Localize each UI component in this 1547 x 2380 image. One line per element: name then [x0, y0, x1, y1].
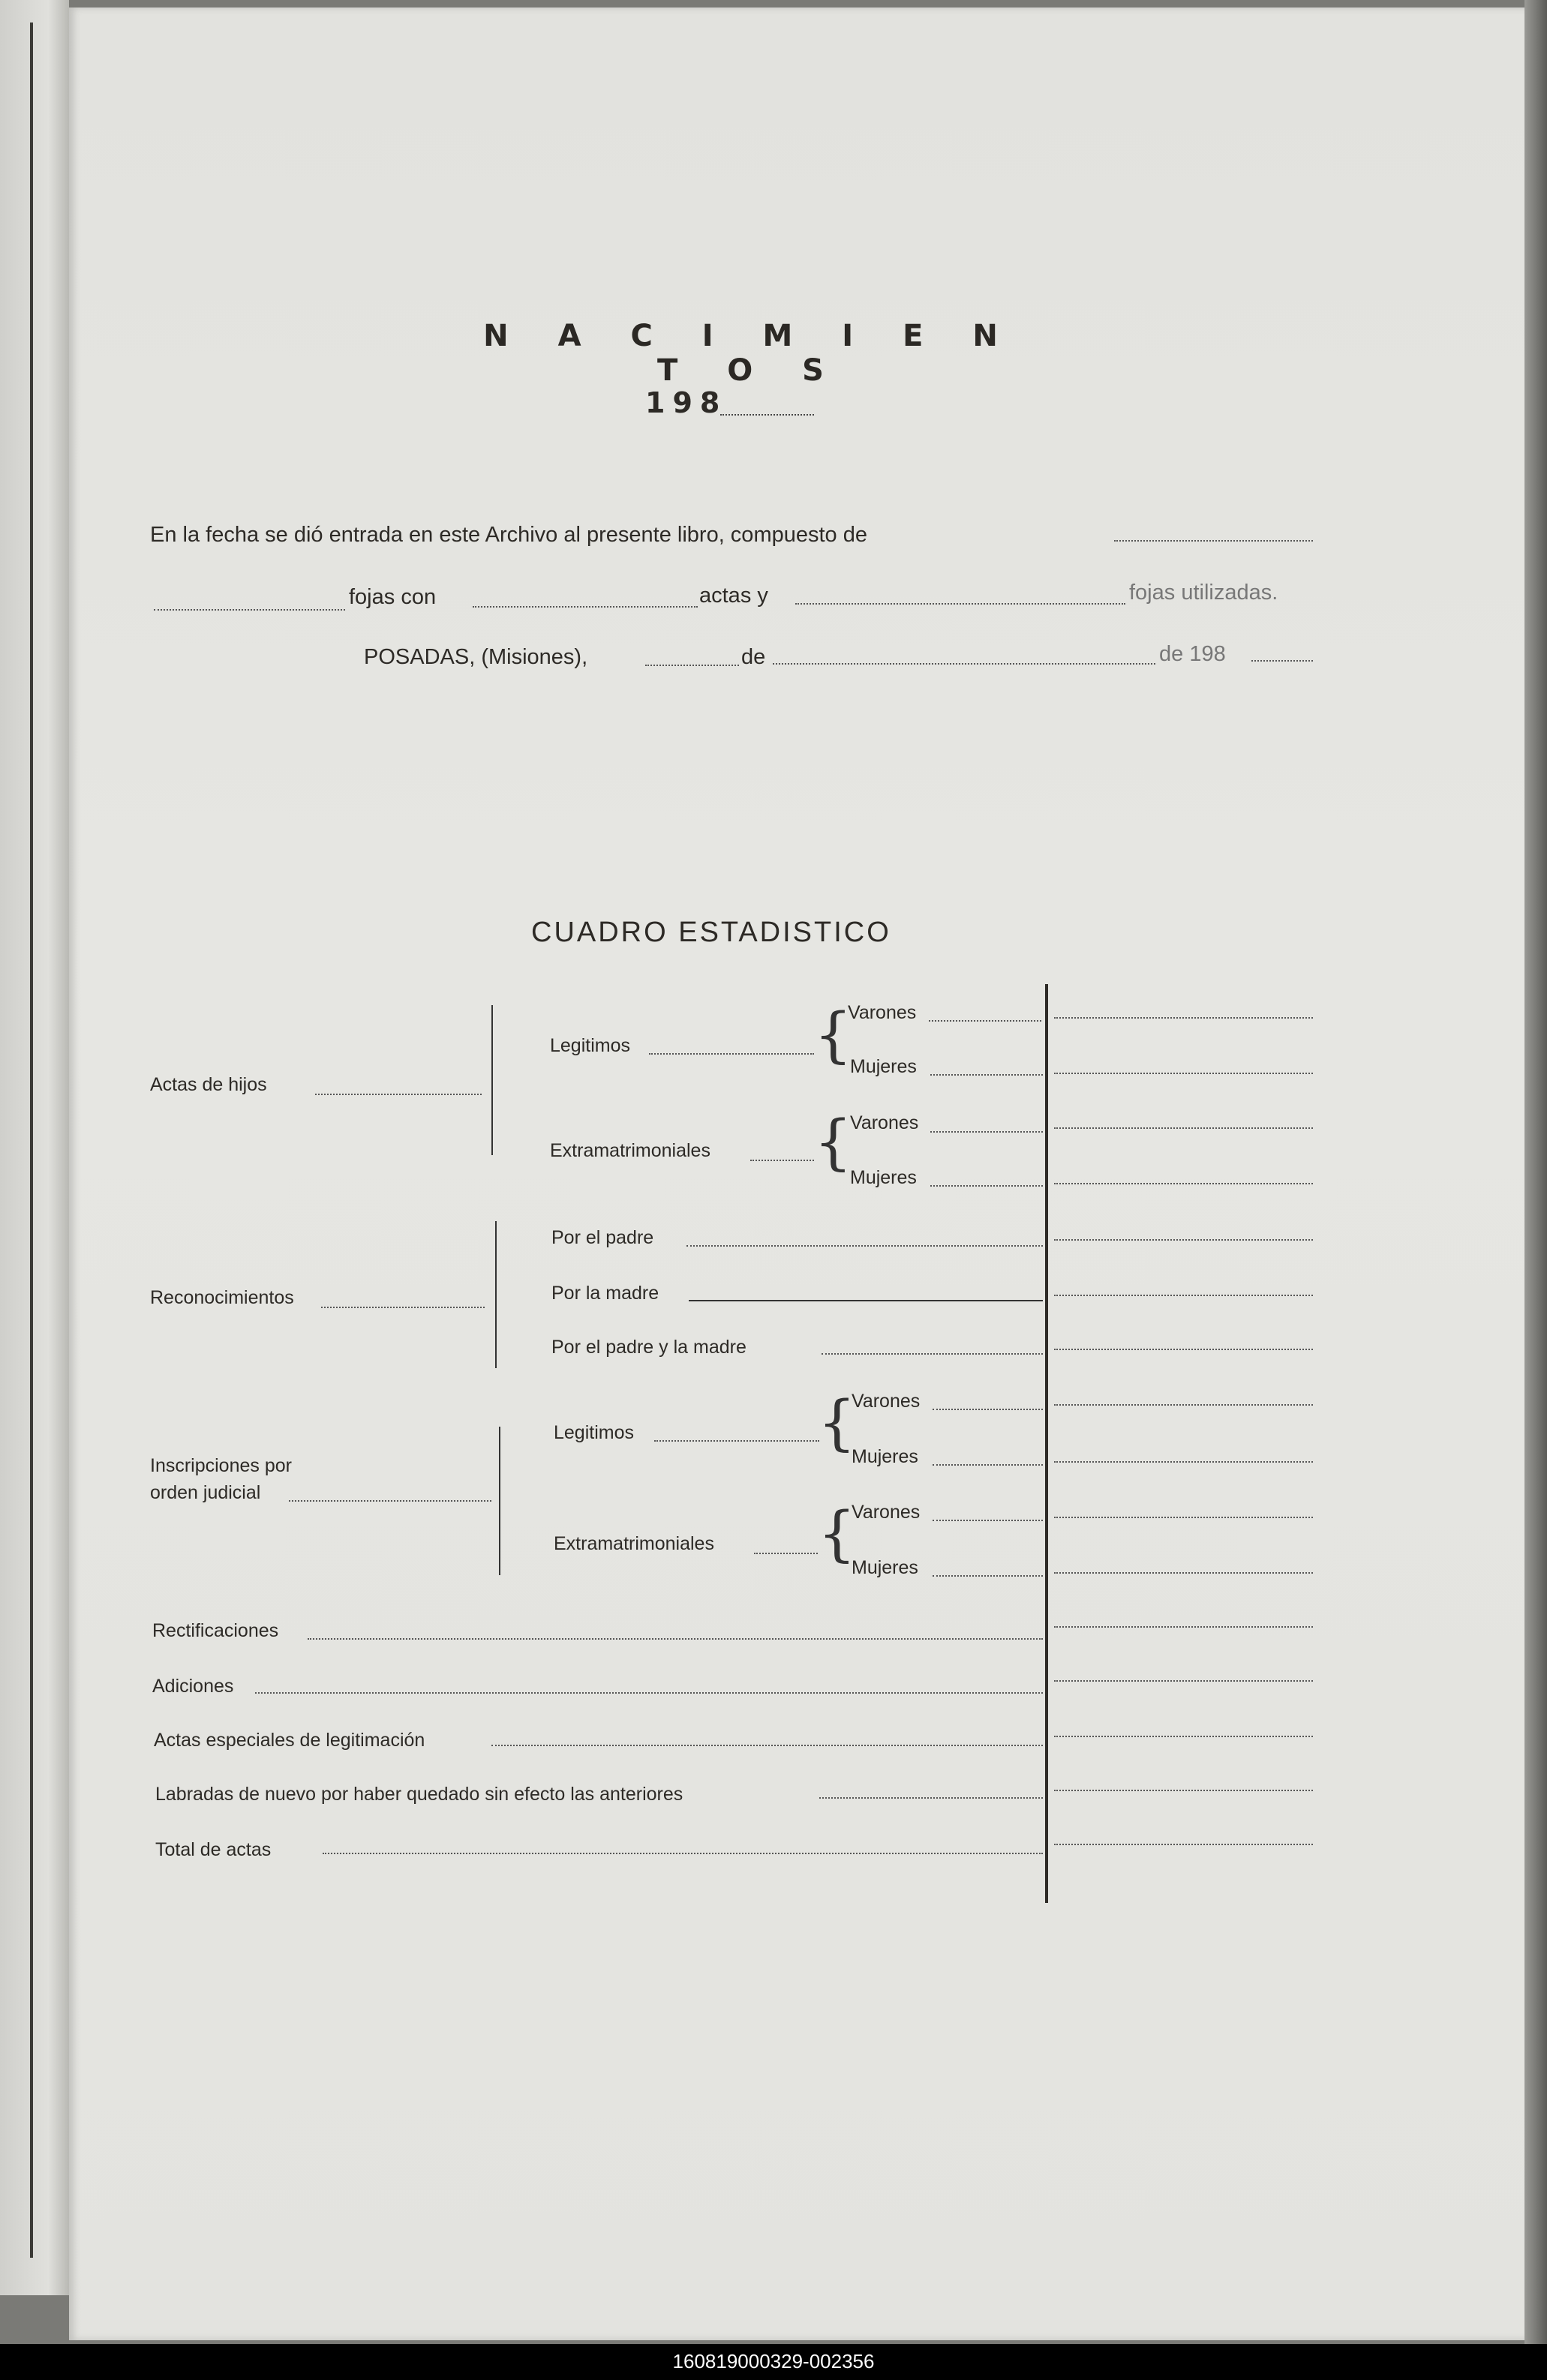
- blank-compuesto[interactable]: [1114, 540, 1313, 542]
- por-la-madre-blank[interactable]: [689, 1300, 1043, 1301]
- legitimos-brace: {: [814, 1000, 852, 1070]
- por-el-padre-y-la-madre-label: Por el padre y la madre: [551, 1337, 746, 1358]
- actas-hijos-label: Actas de hijos: [150, 1074, 267, 1095]
- right-blank-4[interactable]: [1054, 1183, 1313, 1184]
- blank-dia[interactable]: [645, 665, 739, 666]
- right-blank-12[interactable]: [1054, 1626, 1313, 1628]
- legitimos-label: Legitimos: [554, 1422, 634, 1443]
- inscripciones-label-2: orden judicial: [150, 1482, 261, 1503]
- blank-anio[interactable]: [1251, 660, 1313, 662]
- varones-label: Varones: [848, 1002, 917, 1023]
- varones-label: Varones: [852, 1391, 921, 1412]
- inscripciones-dots: [289, 1500, 491, 1502]
- mujeres-blank-1[interactable]: [930, 1074, 1043, 1076]
- right-blank-13[interactable]: [1054, 1680, 1313, 1682]
- de-label: de: [741, 645, 766, 669]
- reconocimientos-label: Reconocimientos: [150, 1287, 294, 1308]
- right-blank-11[interactable]: [1054, 1572, 1313, 1574]
- year-blank[interactable]: [720, 414, 814, 416]
- right-blank-6[interactable]: [1054, 1295, 1313, 1296]
- right-blank-3[interactable]: [1054, 1127, 1313, 1129]
- posadas-label: POSADAS, (Misiones),: [364, 645, 588, 669]
- total-label: Total de actas: [155, 1839, 272, 1860]
- left-page-edge: [0, 0, 69, 2295]
- right-blank-15[interactable]: [1054, 1790, 1313, 1791]
- por-el-padre-y-la-madre-blank[interactable]: [822, 1353, 1043, 1355]
- fojas-con-label: fojas con: [349, 585, 437, 609]
- inscripciones-label-1: Inscripciones por: [150, 1455, 292, 1476]
- labradas-label: Labradas de nuevo por haber quedado sin efecto las anteriores: [155, 1784, 683, 1805]
- total-blank[interactable]: [323, 1853, 1043, 1854]
- blank-actas[interactable]: [473, 606, 698, 608]
- actas-hijos-brace: [491, 1005, 493, 1155]
- actas-hijos-dots: [315, 1094, 482, 1095]
- de-198-label: de 198: [1159, 642, 1226, 666]
- right-shadow: [1524, 0, 1547, 2380]
- form-title: N A C I M I E N T O S: [483, 319, 1017, 388]
- varones-blank-2[interactable]: [930, 1131, 1043, 1133]
- extramatrimoniales-dots-2: [754, 1553, 818, 1554]
- varones-label: Varones: [852, 1502, 921, 1523]
- mujeres-blank-2[interactable]: [930, 1185, 1043, 1187]
- right-blank-10[interactable]: [1054, 1517, 1313, 1518]
- varones-blank-4[interactable]: [933, 1520, 1043, 1521]
- column-divider: [1045, 984, 1048, 1903]
- mujeres-blank-3[interactable]: [933, 1464, 1043, 1466]
- adiciones-label: Adiciones: [152, 1676, 234, 1697]
- varones-blank-3[interactable]: [933, 1409, 1043, 1410]
- footer-band: [0, 2344, 1547, 2380]
- mujeres-blank-4[interactable]: [933, 1575, 1043, 1577]
- extramatrimoniales-brace-2: {: [818, 1499, 856, 1568]
- document-id: 160819000329-002356: [672, 2350, 875, 2372]
- blank-mes[interactable]: [773, 663, 1155, 665]
- right-blank-7[interactable]: [1054, 1349, 1313, 1350]
- legitimos-brace-2: {: [818, 1388, 856, 1457]
- year-prefix: 198: [645, 386, 728, 419]
- legitimos-dots-2: [654, 1440, 819, 1442]
- right-blank-14[interactable]: [1054, 1736, 1313, 1737]
- extramatrimoniales-label: Extramatrimoniales: [550, 1140, 710, 1161]
- actas-especiales-label: Actas especiales de legitimación: [154, 1730, 425, 1751]
- por-el-padre-label: Por el padre: [551, 1227, 654, 1248]
- varones-blank-1[interactable]: [929, 1020, 1041, 1022]
- rectificaciones-label: Rectificaciones: [152, 1620, 279, 1641]
- inscripciones-brace: [499, 1427, 500, 1575]
- actas-y-label: actas y: [699, 584, 768, 608]
- extramatrimoniales-brace: {: [814, 1107, 852, 1177]
- fojas-utilizadas-label: fojas utilizadas.: [1129, 581, 1278, 605]
- intro-line-1: En la fecha se dió entrada en este Archivo al presente libro, compuesto de: [150, 523, 867, 547]
- stats-title: CUADRO ESTADISTICO: [531, 917, 891, 948]
- mujeres-label: Mujeres: [850, 1167, 917, 1188]
- adiciones-blank[interactable]: [255, 1692, 1043, 1694]
- mujeres-label: Mujeres: [850, 1056, 917, 1077]
- varones-label: Varones: [850, 1112, 919, 1133]
- right-blank-2[interactable]: [1054, 1073, 1313, 1074]
- labradas-blank[interactable]: [819, 1797, 1043, 1799]
- mujeres-label: Mujeres: [852, 1446, 918, 1467]
- blank-fojas[interactable]: [154, 609, 345, 611]
- blank-fojas-utilizadas[interactable]: [795, 603, 1125, 605]
- por-la-madre-label: Por la madre: [551, 1283, 659, 1304]
- actas-especiales-blank[interactable]: [491, 1745, 1043, 1746]
- extramatrimoniales-dots: [750, 1160, 814, 1161]
- right-blank-8[interactable]: [1054, 1404, 1313, 1406]
- mujeres-label: Mujeres: [852, 1557, 918, 1578]
- extramatrimoniales-label: Extramatrimoniales: [554, 1533, 714, 1554]
- legitimos-dots: [649, 1053, 814, 1055]
- rectificaciones-blank[interactable]: [308, 1638, 1043, 1640]
- right-blank-9[interactable]: [1054, 1461, 1313, 1463]
- right-blank-5[interactable]: [1054, 1239, 1313, 1241]
- reconocimientos-dots: [321, 1307, 485, 1308]
- legitimos-label: Legitimos: [550, 1035, 630, 1056]
- right-blank-16[interactable]: [1054, 1844, 1313, 1845]
- binding-line: [30, 23, 33, 2258]
- right-blank-1[interactable]: [1054, 1017, 1313, 1019]
- reconocimientos-brace: [495, 1221, 497, 1368]
- por-el-padre-blank[interactable]: [686, 1245, 1043, 1247]
